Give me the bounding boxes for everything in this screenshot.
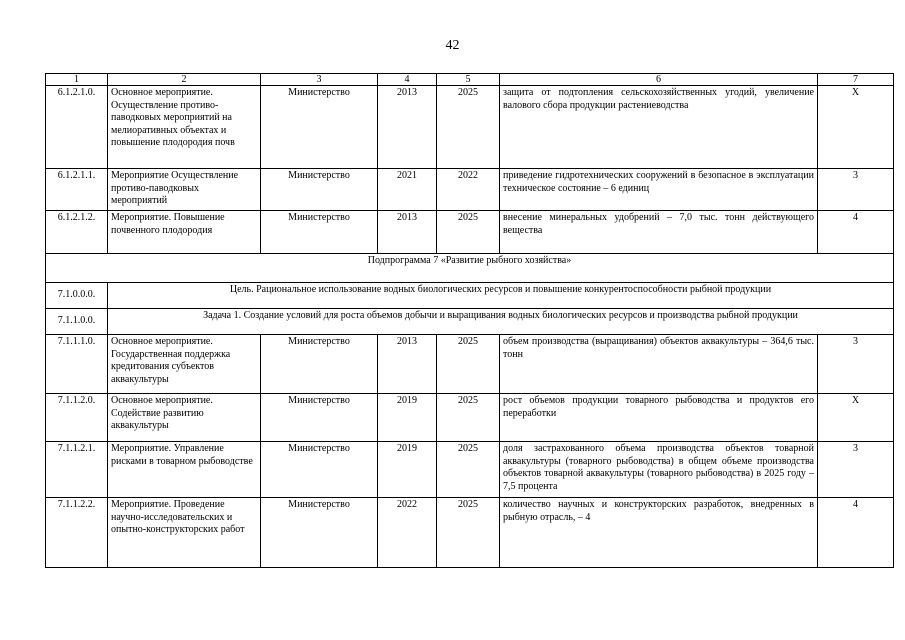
row-link: 4 [818,498,894,568]
subprogram-row [46,254,894,283]
row-end-year: 2025 [437,442,500,498]
row-result: доля застрахованного объема производства объектов товарной аквакультуры (товарного рыбоводства) в общем объеме производства объектов товарной аквакультуры (товарного рыбоводства) в 2025 году – 7,5 процента [500,442,818,498]
row-end-year: 2022 [437,169,500,211]
row-start-year: 2013 [378,86,437,169]
row-executor: Министерство [261,86,378,169]
task-row [46,309,894,335]
row-executor: Министерство [261,211,378,254]
row-code: 7.1.1.1.0. [46,335,108,394]
row-start-year: 2019 [378,394,437,442]
program-table [45,73,894,568]
row-code: 6.1.2.1.0. [46,86,108,169]
row-executor: Министерство [261,169,378,211]
row-end-year: 2025 [437,498,500,568]
row-link: 3 [818,335,894,394]
row-result: приведение гидротехнических сооружений в безопасное в эксплуатации техническое состояние – 6 единиц [500,169,818,211]
column-header: 3 [261,74,378,86]
row-result: внесение минеральных удобрений – 7,0 тыс. тонн действующего вещества [500,211,818,254]
row-code: 6.1.2.1.1. [46,169,108,211]
row-name: Основное мероприятие. Осуществление противо-паводковых мероприятий на мелиоративных объектах и повышение плодородия почв [108,86,261,169]
row-start-year: 2022 [378,498,437,568]
row-code: 7.1.0.0.0. [46,283,108,309]
row-code: 7.1.1.0.0. [46,309,108,335]
row-link: 3 [818,169,894,211]
row-start-year: 2013 [378,335,437,394]
row-executor: Министерство [261,442,378,498]
column-header: 6 [500,74,818,86]
row-result: защита от подтопления сельскохозяйственных угодий, увеличение валового сбора продукции растениеводства [500,86,818,169]
row-start-year: 2013 [378,211,437,254]
goal-row [46,283,894,309]
row-result: количество научных и конструкторских разработок, внедренных в рыбную отрасль, – 4 [500,498,818,568]
row-result: рост объемов продукции товарного рыбоводства и продуктов его переработки [500,394,818,442]
table-row [46,86,894,169]
row-name: Основное мероприятие. Содействие развитию аквакультуры [108,394,261,442]
row-end-year: 2025 [437,335,500,394]
table-row [46,169,894,211]
row-name: Основное мероприятие. Государственная поддержка кредитования субъектов аквакультуры [108,335,261,394]
table-row [46,211,894,254]
row-link: 3 [818,442,894,498]
page-number: 42 [445,38,460,53]
table-row [46,394,894,442]
row-code: 7.1.1.2.2. [46,498,108,568]
column-header: 4 [378,74,437,86]
row-code: 7.1.1.2.0. [46,394,108,442]
column-header: 7 [818,74,894,86]
table-row [46,498,894,568]
row-link: 4 [818,211,894,254]
column-header: 1 [46,74,108,86]
row-name: Мероприятие Осуществление противо-паводковых мероприятий [108,169,261,211]
row-link: Х [818,394,894,442]
table-row [46,442,894,498]
column-header: 5 [437,74,500,86]
table-header-row [46,74,894,86]
row-name: Мероприятие. Проведение научно-исследовательских и опытно-конструкторских работ [108,498,261,568]
row-end-year: 2025 [437,394,500,442]
row-code: 6.1.2.1.2. [46,211,108,254]
row-code: 7.1.1.2.1. [46,442,108,498]
row-name: Мероприятие. Повышение почвенного плодородия [108,211,261,254]
subprogram-title: Подпрограмма 7 «Развитие рыбного хозяйства» [46,254,894,283]
table-row [46,335,894,394]
row-executor: Министерство [261,335,378,394]
goal-text: Цель. Рациональное использование водных биологических ресурсов и повышение конкурентоспособности рыбной продукции [108,283,894,309]
row-start-year: 2019 [378,442,437,498]
row-end-year: 2025 [437,211,500,254]
row-start-year: 2021 [378,169,437,211]
row-executor: Министерство [261,498,378,568]
task-text: Задача 1. Создание условий для роста объемов добычи и выращивания водных биологических ресурсов и производства рыбной продукции [108,309,894,335]
row-executor: Министерство [261,394,378,442]
row-end-year: 2025 [437,86,500,169]
row-result: объем производства (выращивания) объектов аквакультуры – 364,6 тыс. тонн [500,335,818,394]
row-link: Х [818,86,894,169]
column-header: 2 [108,74,261,86]
row-name: Мероприятие. Управление рисками в товарном рыбоводстве [108,442,261,498]
